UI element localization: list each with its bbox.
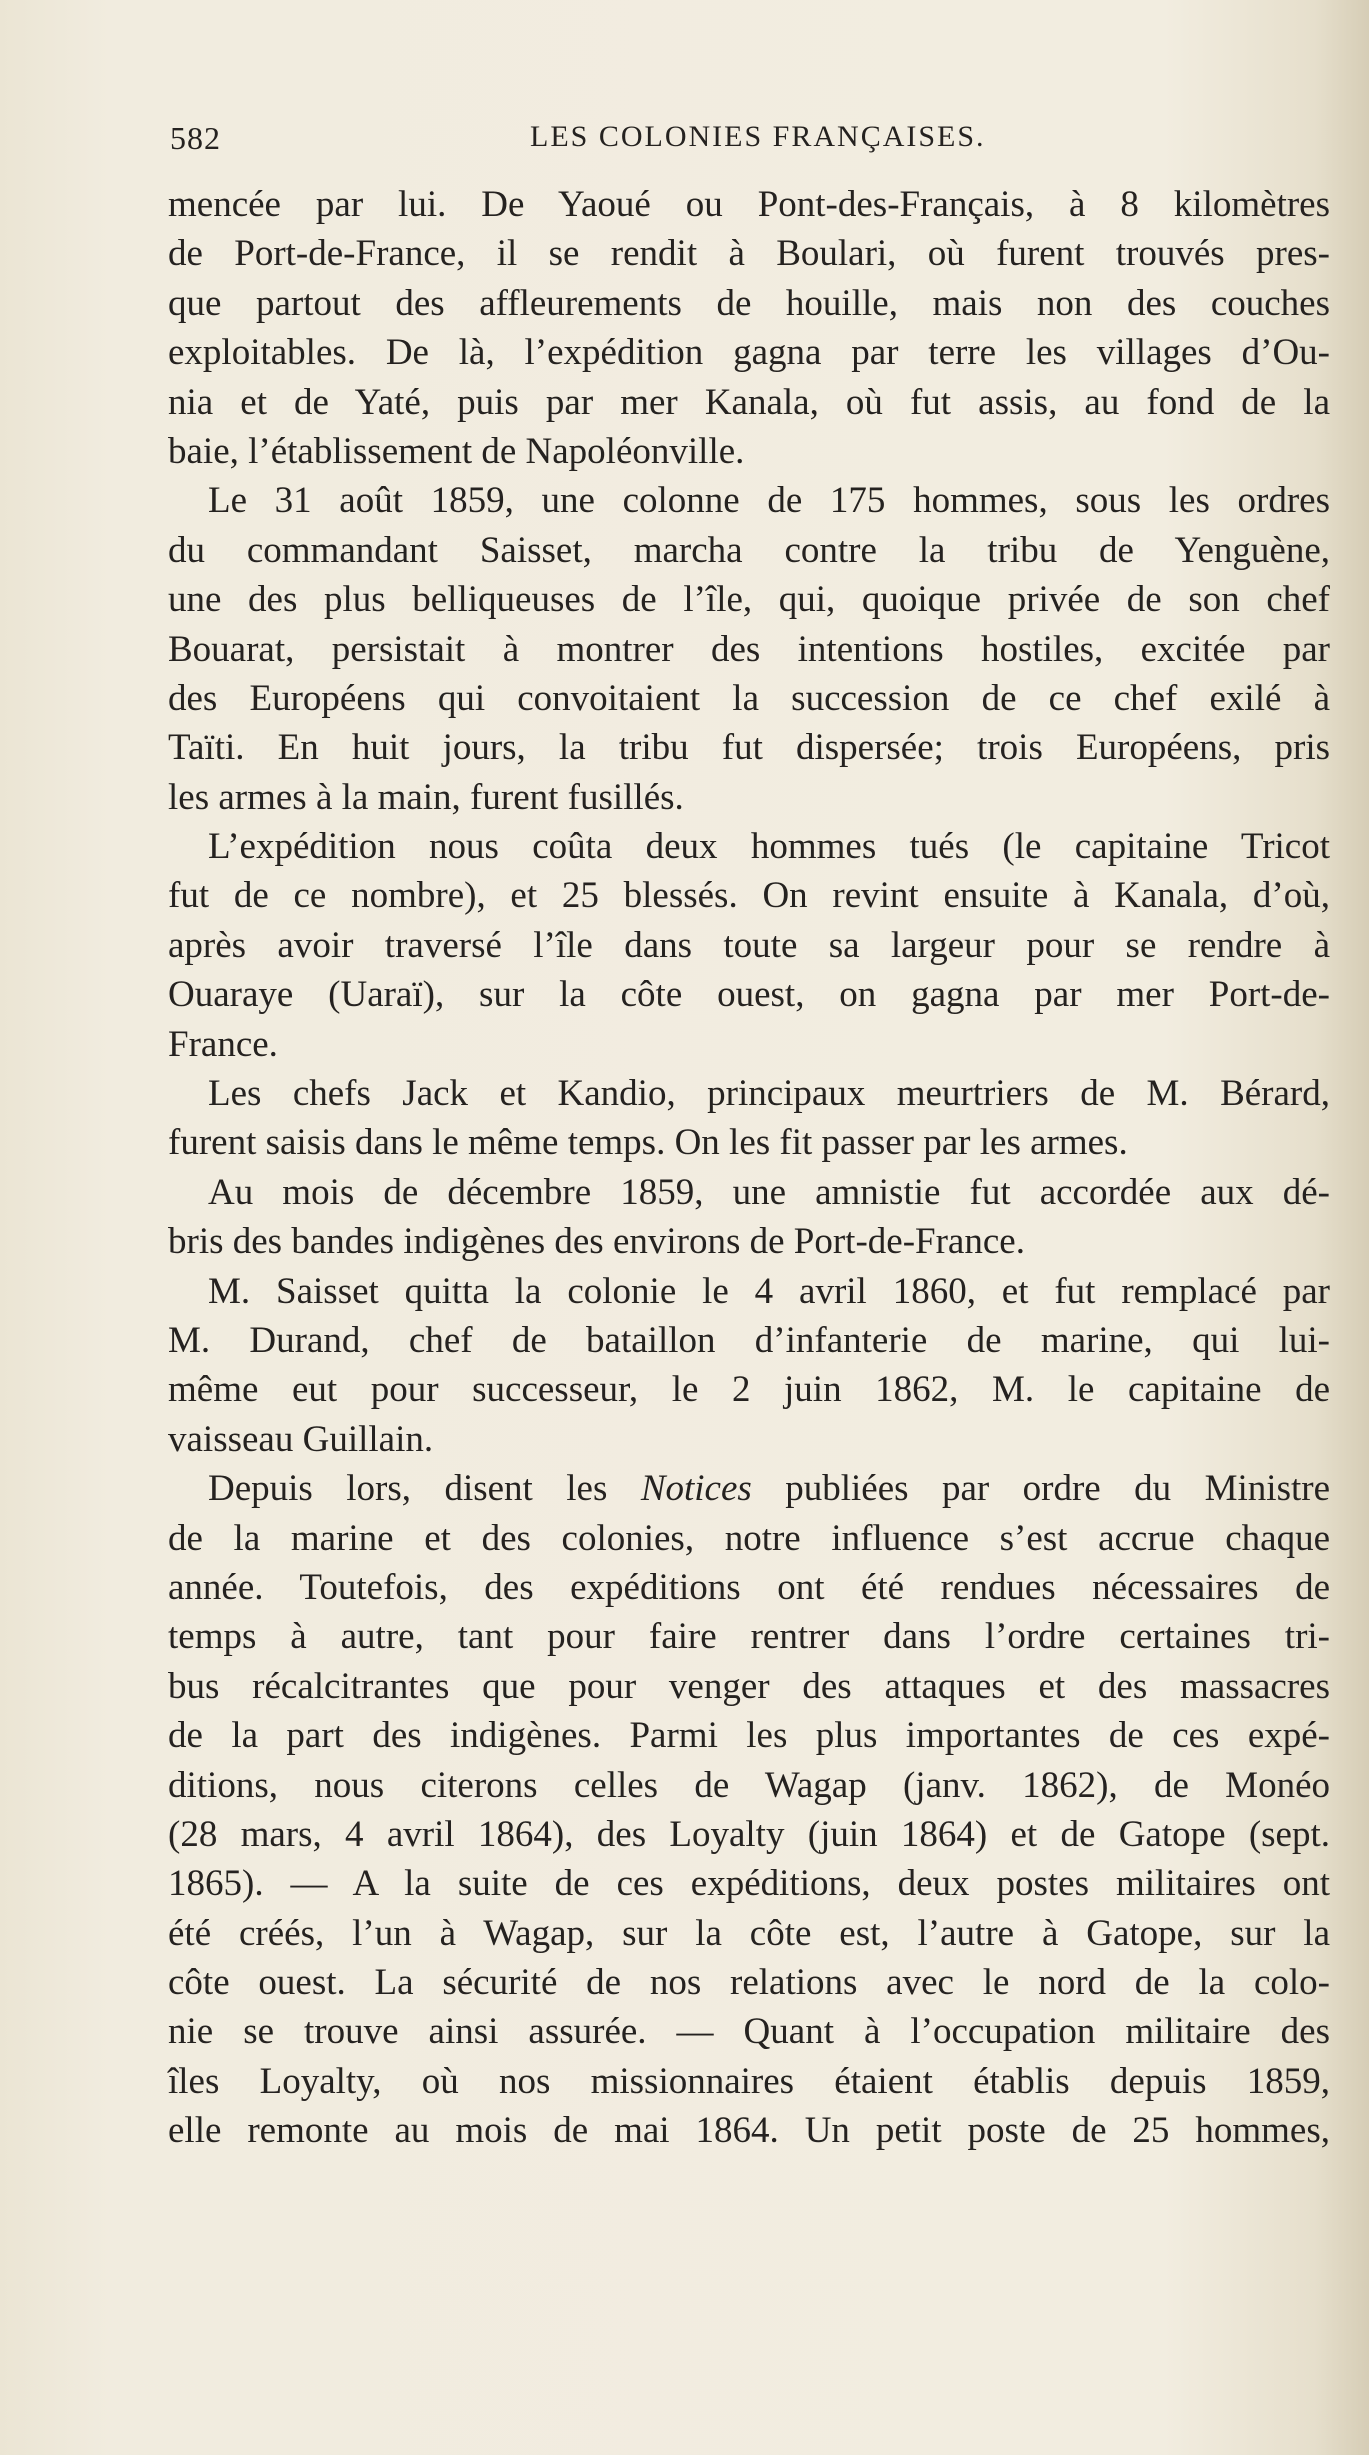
text-line: baie, l’établissement de Napoléonville. xyxy=(168,430,745,472)
text-line: Depuis lors, disent les Notices publiées par ordre du Ministre xyxy=(208,1468,1330,1510)
text-line: même eut pour successeur, le 2 juin 1862, M. le capitaine de xyxy=(168,1369,1330,1411)
text-line: été créés, l’un à Wagap, sur la côte est, l’autre à Gatope, sur la xyxy=(168,1912,1330,1954)
text-line: côte ouest. La sécurité de nos relations avec le nord de la colo- xyxy=(168,1962,1330,2004)
text-line: ditions, nous citerons celles de Wagap (janv. 1862), de Monéo xyxy=(168,1764,1330,1806)
running-title: LES COLONIES FRANÇAISES. xyxy=(530,120,986,153)
text-line: îles Loyalty, où nos missionnaires étaient établis depuis 1859, xyxy=(168,2060,1330,2102)
text-line: du commandant Saisset, marcha contre la tribu de Yenguène, xyxy=(168,529,1330,571)
text-line: après avoir traversé l’île dans toute sa largeur pour se rendre à xyxy=(168,924,1330,966)
text-line: vaisseau Guillain. xyxy=(168,1418,434,1460)
text-line: nie se trouve ainsi assurée. — Quant à l’occupation militaire des xyxy=(168,2011,1330,2053)
text-line: de la marine et des colonies, notre influence s’est accrue chaque xyxy=(168,1517,1330,1559)
text-line: L’expédition nous coûta deux hommes tués (le capitaine Tricot xyxy=(208,826,1330,868)
body-text xyxy=(168,180,1330,2156)
text-line: furent saisis dans le même temps. On les fit passer par les armes. xyxy=(168,1122,1128,1164)
text-line: Les chefs Jack et Kandio, principaux meurtriers de M. Bérard, xyxy=(208,1073,1330,1115)
text-line: bris des bandes indigènes des environs de Port-de-France. xyxy=(168,1221,1025,1263)
text-line: Taïti. En huit jours, la tribu fut dispersée; trois Européens, pris xyxy=(168,727,1330,769)
text-line: de la part des indigènes. Parmi les plus importantes de ces expé- xyxy=(168,1715,1330,1757)
text-line: année. Toutefois, des expéditions ont été rendues nécessaires de xyxy=(168,1566,1330,1608)
text-line: exploitables. De là, l’expédition gagna par terre les villages d’Ou- xyxy=(168,332,1330,374)
page-number: 582 xyxy=(170,120,221,156)
text-line: fut de ce nombre), et 25 blessés. On revint ensuite à Kanala, d’où, xyxy=(168,875,1330,917)
text-line: elle remonte au mois de mai 1864. Un petit poste de 25 hommes, xyxy=(168,2110,1330,2152)
text-line: Ouaraye (Uaraï), sur la côte ouest, on gagna par mer Port-de- xyxy=(168,974,1330,1016)
text-line: (28 mars, 4 avril 1864), des Loyalty (juin 1864) et de Gatope (sept. xyxy=(168,1813,1330,1855)
text-line: M. Saisset quitta la colonie le 4 avril 1860, et fut remplacé par xyxy=(208,1270,1330,1312)
text-line: les armes à la main, furent fusillés. xyxy=(168,776,684,818)
text-line: France. xyxy=(168,1023,278,1065)
text-line: Au mois de décembre 1859, une amnistie fut accordée aux dé- xyxy=(208,1171,1330,1213)
text-line: une des plus belliqueuses de l’île, qui, quoique privée de son chef xyxy=(168,579,1330,621)
text-line: nia et de Yaté, puis par mer Kanala, où fut assis, au fond de la xyxy=(168,381,1330,423)
text-line: bus récalcitrantes que pour venger des attaques et des massacres xyxy=(168,1665,1330,1707)
running-header xyxy=(170,120,1330,170)
text-line: Le 31 août 1859, une colonne de 175 hommes, sous les ordres xyxy=(208,480,1330,522)
text-line: de Port-de-France, il se rendit à Boulari, où furent trouvés pres- xyxy=(168,233,1330,275)
text-line: M. Durand, chef de bataillon d’infanterie de marine, qui lui- xyxy=(168,1319,1330,1361)
text-line: que partout des affleurements de houille, mais non des couches xyxy=(168,282,1330,324)
text-line: mencée par lui. De Yaoué ou Pont-des-Français, à 8 kilomètres xyxy=(168,184,1330,225)
text-line: des Européens qui convoitaient la succession de ce chef exilé à xyxy=(168,677,1330,719)
text-line: 1865). — A la suite de ces expéditions, deux postes militaires ont xyxy=(168,1863,1330,1905)
text-line: temps à autre, tant pour faire rentrer dans l’ordre certaines tri- xyxy=(168,1616,1330,1658)
text-line: Bouarat, persistait à montrer des intentions hostiles, excitée par xyxy=(168,628,1330,670)
